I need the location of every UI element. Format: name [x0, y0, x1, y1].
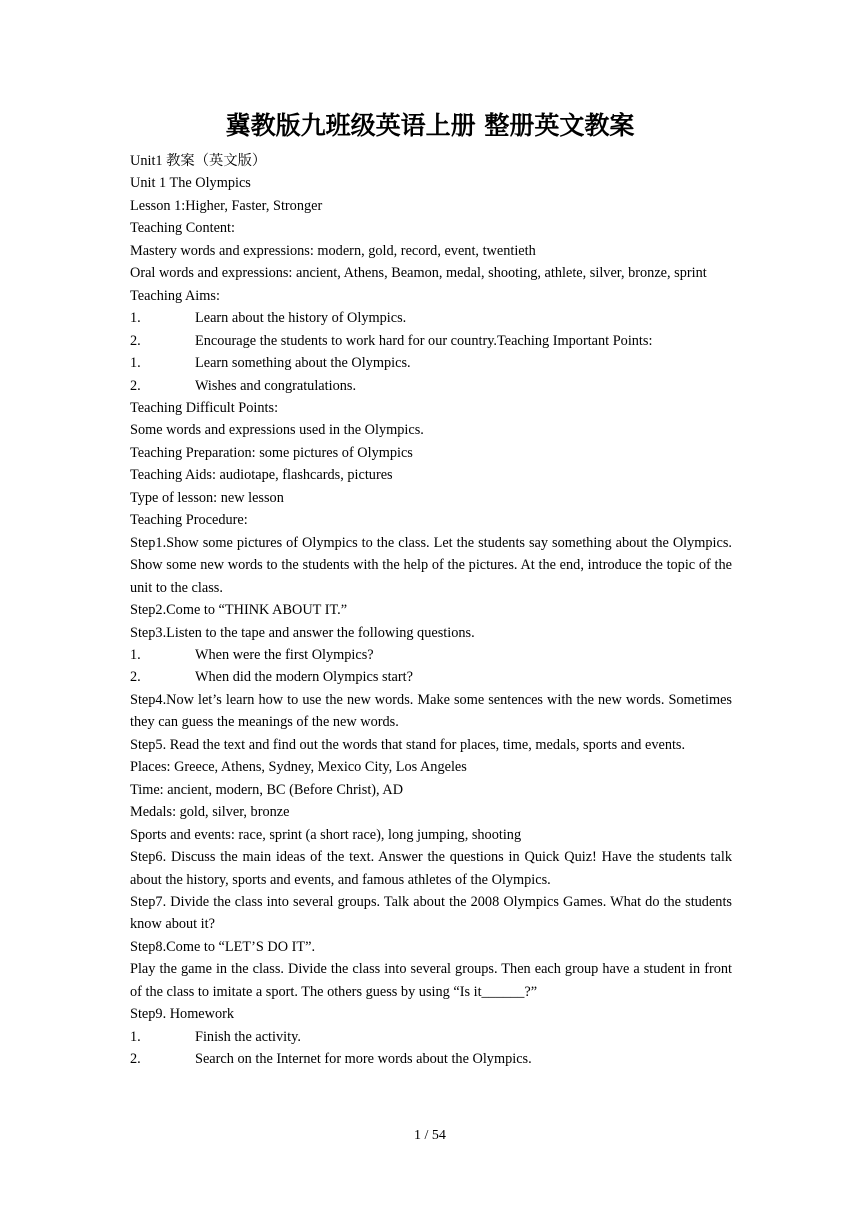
list-text: When were the first Olympics?	[195, 646, 374, 663]
difficult-points: Some words and expressions used in the Olympics.	[130, 422, 424, 439]
section-heading-procedure: Teaching Procedure:	[130, 512, 248, 529]
step-7: Step7. Divide the class into several groups. Talk about the 2008 Olympics Games. What do the students know about it?	[130, 893, 732, 933]
list-number: 1.	[130, 646, 141, 663]
step-5: Step5. Read the text and find out the words that stand for places, time, medals, sports and events.	[130, 736, 686, 753]
step-3: Step3.Listen to the tape and answer the following questions.	[130, 624, 475, 641]
list-item	[130, 330, 732, 352]
list-text: Encourage the students to work hard for our country.Teaching Important Points:	[195, 332, 653, 349]
list-text: Finish the activity.	[195, 1028, 301, 1045]
list-item	[130, 644, 732, 666]
list-text: Wishes and congratulations.	[195, 377, 357, 394]
teaching-preparation: Teaching Preparation: some pictures of Olympics	[130, 444, 413, 461]
list-text: When did the modern Olympics start?	[195, 669, 413, 686]
page-number: 1 / 54	[414, 1128, 446, 1143]
list-number: 2.	[130, 332, 141, 349]
list-number: 2.	[130, 377, 141, 394]
list-text: Learn about the history of Olympics.	[195, 310, 407, 327]
list-number: 2.	[130, 669, 141, 686]
mastery-words: Mastery words and expressions: modern, gold, record, event, twentieth	[130, 242, 536, 259]
list-item	[130, 352, 732, 374]
list-item	[130, 666, 732, 688]
lesson-type: Type of lesson: new lesson	[130, 489, 284, 506]
list-text: Search on the Internet for more words about the Olympics.	[195, 1051, 532, 1068]
unit-title: Unit 1 The Olympics	[130, 175, 251, 192]
step-9: Step9. Homework	[130, 1006, 235, 1023]
list-number: 1.	[130, 355, 141, 372]
document-body	[130, 150, 732, 1071]
sports-line: Sports and events: race, sprint (a short race), long jumping, shooting	[130, 826, 522, 843]
game-instructions: Play the game in the class. Divide the class into several groups. Then each group have a student in front of the class to imitate a sport. The others guess by using “Is it______?”	[130, 961, 732, 1000]
step-8: Step8.Come to “LET’S DO IT”.	[130, 938, 316, 955]
step-4: Step4.Now let’s learn how to use the new words. Make some sentences with the new words. Sometimes they can guess the meanings of the new words.	[130, 691, 732, 731]
lesson-title: Lesson 1:Higher, Faster, Stronger	[130, 197, 323, 214]
places-line: Places: Greece, Athens, Sydney, Mexico City, Los Angeles	[130, 759, 467, 776]
list-number: 2.	[130, 1051, 141, 1068]
list-number: 1.	[130, 310, 141, 327]
list-item	[130, 375, 732, 397]
list-item	[130, 307, 732, 329]
page-title: 冀教版九班级英语上册 整册英文教案	[225, 111, 635, 140]
step-2: Step2.Come to “THINK ABOUT IT.”	[130, 602, 348, 619]
list-text: Learn something about the Olympics.	[195, 355, 411, 372]
section-heading-difficult: Teaching Difficult Points:	[130, 399, 279, 416]
step-1: Step1.Show some pictures of Olympics to the class. Let the students say something about the Olympics. Show some new words to the students with the help of the pictures. At the end, introduce the topic of the unit to the class.	[130, 534, 732, 596]
list-item	[130, 1026, 732, 1048]
oral-words: Oral words and expressions: ancient, Athens, Beamon, medal, shooting, athlete, silver, bronze, sprint	[130, 265, 707, 282]
section-heading-content: Teaching Content:	[130, 220, 236, 237]
list-item	[130, 1048, 732, 1070]
unit-heading: Unit1 教案（英文版）	[130, 153, 267, 169]
teaching-aids: Teaching Aids: audiotape, flashcards, pictures	[130, 467, 393, 484]
medals-line: Medals: gold, silver, bronze	[130, 804, 290, 821]
section-heading-aims: Teaching Aims:	[130, 287, 220, 304]
list-number: 1.	[130, 1028, 141, 1045]
time-line: Time: ancient, modern, BC (Before Christ), AD	[130, 781, 404, 798]
step-6: Step6. Discuss the main ideas of the text. Answer the questions in Quick Quiz! Have the students talk about the history, sports and events, and famous athletes of the Olympics.	[130, 849, 732, 888]
